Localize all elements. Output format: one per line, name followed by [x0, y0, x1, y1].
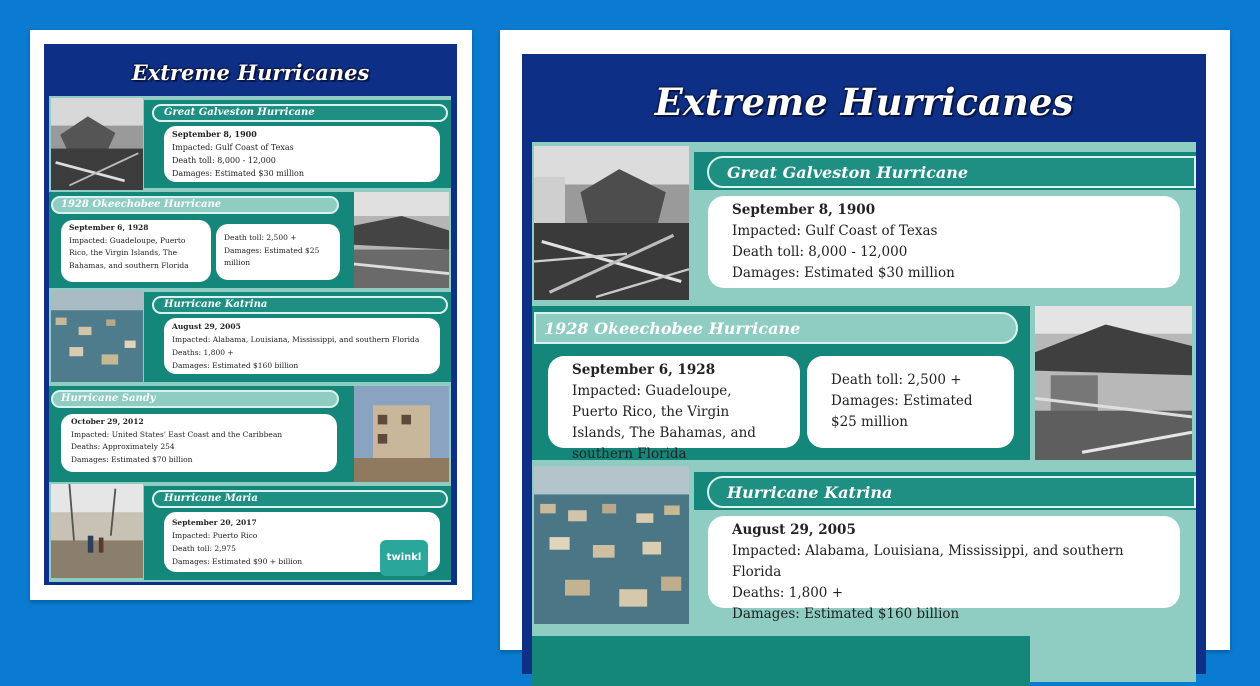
katrina-photo: [51, 290, 143, 382]
hurricane-impacted: Impacted: Guadeloupe, Puerto Rico, the Virgin Islands, The Bahamas, and southern Florida: [572, 383, 756, 462]
hurricane-damages: Damages: Estimated $25 million: [224, 245, 320, 267]
hurricane-damages: Damages: Estimated $70 billion: [71, 454, 193, 464]
hurricane-name: Great Galveston Hurricane: [152, 104, 448, 122]
hurricane-date: August 29, 2005: [172, 322, 241, 331]
twinkl-logo: twinkl: [380, 540, 428, 576]
hurricane-name: 1928 Okeechobee Hurricane: [51, 196, 339, 214]
hurricane-impacted: Impacted: Alabama, Louisiana, Mississippi, and southern Florida: [172, 335, 420, 344]
hurricane-stats: [807, 356, 1014, 448]
hurricane-deaths: Death toll: 2,500 +: [224, 233, 297, 242]
hurricane-impacted: Impacted: Alabama, Louisiana, Mississippi, and southern Florida: [732, 543, 1124, 580]
hurricane-name: 1928 Okeechobee Hurricane: [534, 312, 1018, 344]
hurricane-details: [164, 126, 440, 182]
hurricane-impacted: Impacted: Guadeloupe, Puerto Rico, the Virgin Islands, The Bahamas, and southern Florida: [69, 235, 189, 270]
hurricane-deaths: Deaths: 1,800 +: [172, 348, 234, 357]
poster-content: [532, 142, 1196, 682]
hurricane-details: [548, 356, 800, 462]
sandy-photo: [354, 386, 449, 482]
hurricane-date: September 8, 1900: [732, 202, 876, 218]
hurricane-name: Great Galveston Hurricane: [707, 156, 1196, 188]
hurricane-deaths: Death toll: 8,000 - 12,000: [172, 156, 276, 165]
hurricane-impacted: Impacted: United States' East Coast and the Caribbean: [71, 429, 283, 439]
poster-title: Extreme Hurricanes: [131, 60, 370, 85]
hurricane-name: Hurricane Sandy: [51, 390, 339, 408]
katrina-photo: [534, 466, 689, 624]
hurricane-date: October 29, 2012: [71, 417, 144, 426]
maria-photo: [51, 484, 143, 578]
poster-content: [49, 96, 451, 582]
hurricane-details: [61, 220, 211, 282]
hurricane-damages: Damages: Estimated $30 million: [172, 169, 305, 178]
hurricane-impacted: Impacted: Gulf Coast of Texas: [732, 223, 938, 239]
hurricane-date: September 8, 1900: [172, 129, 257, 139]
hurricane-deaths: Deaths: 1,800 +: [732, 585, 843, 601]
okeechobee-photo: [1035, 306, 1192, 460]
hurricane-impacted: Impacted: Gulf Coast of Texas: [172, 143, 294, 152]
poster-preview[interactable]: [500, 30, 1230, 650]
hurricane-damages: Damages: Estimated $25 million: [831, 393, 973, 430]
hurricane-deaths: Death toll: 2,500 +: [831, 372, 962, 388]
hurricane-stats: [216, 224, 340, 280]
okeechobee-photo: [354, 192, 449, 288]
hurricane-deaths: Death toll: 8,000 - 12,000: [732, 244, 908, 260]
galveston-photo: [51, 98, 143, 190]
poster-thumbnail[interactable]: [30, 30, 472, 600]
hurricane-date: September 20, 2017: [172, 518, 257, 527]
section-band: [532, 636, 1030, 686]
hurricane-details: [708, 516, 1180, 622]
hurricane-deaths: Deaths: Approximately 254: [71, 442, 175, 451]
hurricane-name: Hurricane Maria: [152, 490, 448, 508]
hurricane-name: Hurricane Katrina: [707, 476, 1196, 508]
hurricane-date: September 6, 1928: [69, 223, 149, 232]
poster-background: [44, 44, 457, 585]
hurricane-damages: Damages: Estimated $90 + billion: [172, 557, 303, 566]
hurricane-date: September 6, 1928: [572, 362, 716, 378]
hurricane-details: [164, 318, 440, 374]
hurricane-name: Hurricane Katrina: [152, 296, 448, 314]
hurricane-damages: Damages: Estimated $160 billion: [172, 361, 299, 370]
poster-background: [522, 54, 1206, 674]
hurricane-impacted: Impacted: Puerto Rico: [172, 531, 258, 540]
hurricane-deaths: Death toll: 2,975: [172, 544, 236, 553]
hurricane-damages: Damages: Estimated $30 million: [732, 265, 955, 281]
hurricane-details: [61, 414, 337, 472]
hurricane-details: [708, 196, 1180, 288]
hurricane-damages: Damages: Estimated $160 billion: [732, 606, 960, 622]
poster-title: Extreme Hurricanes: [654, 80, 1074, 124]
galveston-photo: [534, 146, 689, 300]
hurricane-date: August 29, 2005: [732, 522, 856, 538]
